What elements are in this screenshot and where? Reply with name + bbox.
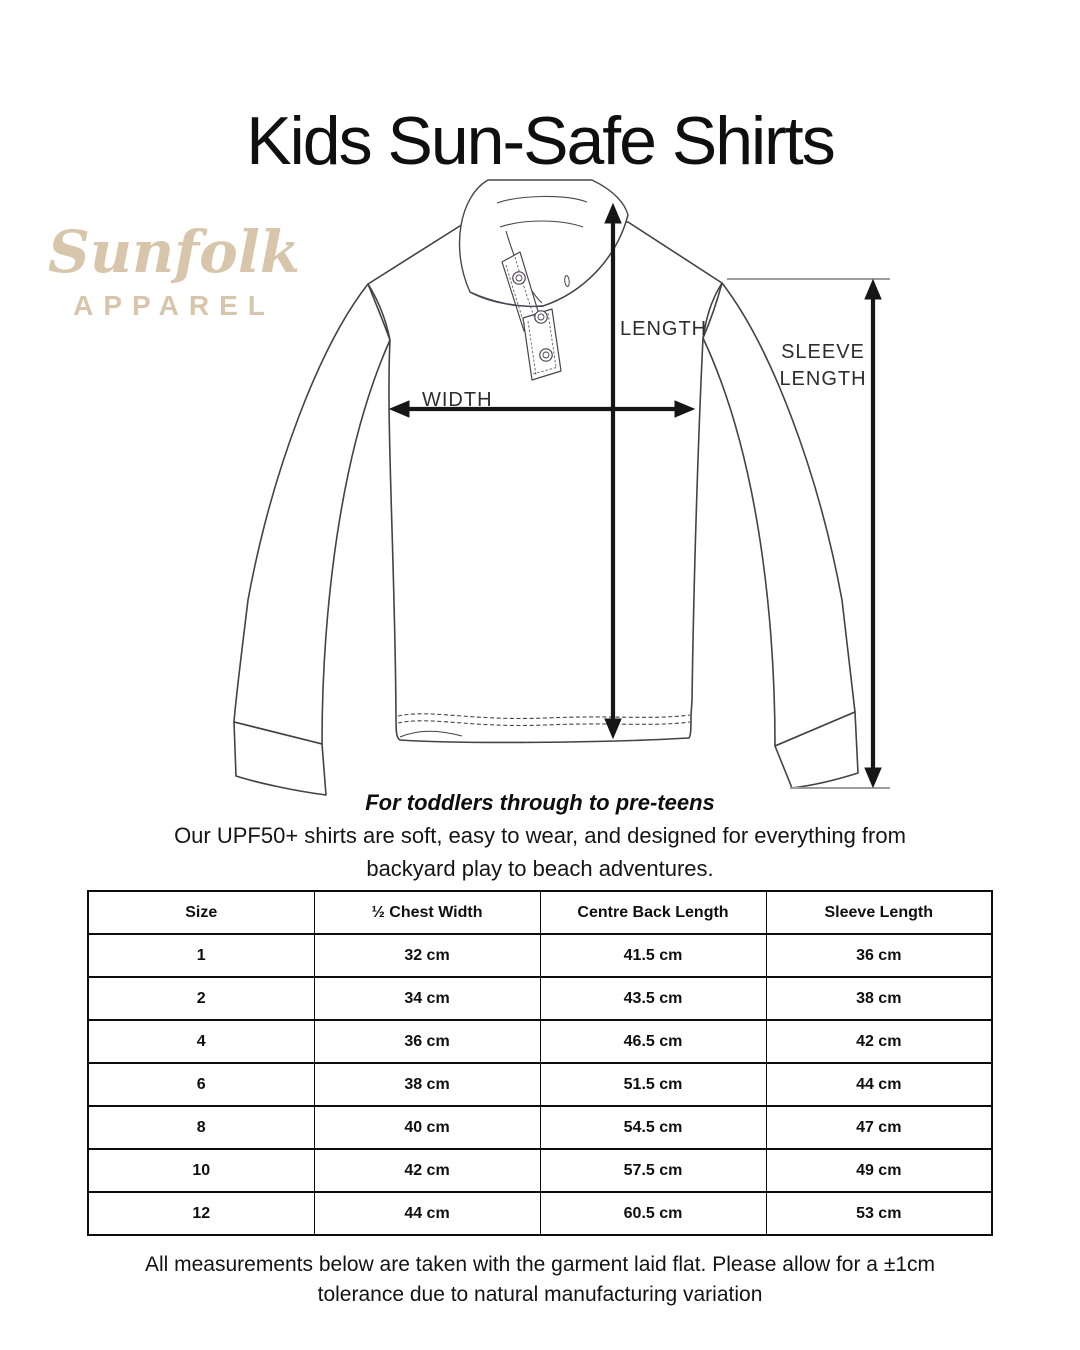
- brand-logo-caps: APPAREL: [73, 289, 275, 321]
- sleeve-length-label: [760, 339, 886, 393]
- table-row: [88, 934, 992, 977]
- table-row: [88, 977, 992, 1020]
- table-cell: 44 cm: [766, 1063, 992, 1106]
- length-label: LENGTH: [620, 318, 708, 340]
- table-cell: 36 cm: [766, 934, 992, 977]
- table-cell: 44 cm: [314, 1192, 540, 1235]
- table-cell: 38 cm: [314, 1063, 540, 1106]
- table-cell: 57.5 cm: [540, 1149, 766, 1192]
- table-cell: 60.5 cm: [540, 1192, 766, 1235]
- table-cell: 10: [88, 1149, 314, 1192]
- sleeve-length-label-line1: SLEEVE: [781, 341, 865, 363]
- table-cell: 46.5 cm: [540, 1020, 766, 1063]
- table-cell: 49 cm: [766, 1149, 992, 1192]
- table-cell: 41.5 cm: [540, 934, 766, 977]
- description-line1: Our UPF50+ shirts are soft, easy to wear, and designed for everything from: [174, 823, 906, 848]
- table-row: [88, 1149, 992, 1192]
- table-cell: 32 cm: [314, 934, 540, 977]
- description: [0, 819, 1080, 885]
- page-title: Kids Sun-Safe Shirts: [246, 102, 834, 179]
- description-line2: backyard play to beach adventures.: [366, 856, 714, 881]
- table-cell: 4: [88, 1020, 314, 1063]
- tagline: For toddlers through to pre-teens: [365, 790, 715, 815]
- table-cell: 1: [88, 934, 314, 977]
- table-cell: 53 cm: [766, 1192, 992, 1235]
- brand-logo-script: Sunfolk: [47, 218, 301, 286]
- table-header-cell: Sleeve Length: [766, 891, 992, 934]
- table-header-cell: Size: [88, 891, 314, 934]
- table-cell: 54.5 cm: [540, 1106, 766, 1149]
- table-cell: 51.5 cm: [540, 1063, 766, 1106]
- table-cell: 36 cm: [314, 1020, 540, 1063]
- table-row: [88, 1020, 992, 1063]
- disclaimer-line2: tolerance due to natural manufacturing variation: [317, 1283, 763, 1306]
- table-cell: 38 cm: [766, 977, 992, 1020]
- width-label: WIDTH: [422, 389, 493, 411]
- table-cell: 12: [88, 1192, 314, 1235]
- shirt-diagram: [30, 160, 900, 810]
- table-cell: 42 cm: [766, 1020, 992, 1063]
- table-cell: 8: [88, 1106, 314, 1149]
- disclaimer-line1: All measurements below are taken with the garment laid flat. Please allow for a ±1cm: [144, 1253, 936, 1276]
- table-cell: 43.5 cm: [540, 977, 766, 1020]
- table-row: [88, 1192, 992, 1235]
- table-cell: 47 cm: [766, 1106, 992, 1149]
- table-header-cell: Centre Back Length: [540, 891, 766, 934]
- table-cell: 40 cm: [314, 1106, 540, 1149]
- table-header-cell: ½ Chest Width: [314, 891, 540, 934]
- table-cell: 34 cm: [314, 977, 540, 1020]
- intro-text: [0, 790, 1080, 885]
- size-table: [87, 890, 993, 1236]
- sleeve-length-label-line2: LENGTH: [779, 368, 867, 390]
- measurement-disclaimer: [0, 1250, 1080, 1310]
- table-cell: 6: [88, 1063, 314, 1106]
- left-sleeve: [234, 284, 390, 744]
- shirt-drawing-svg: [30, 160, 900, 810]
- table-cell: 42 cm: [314, 1149, 540, 1192]
- table-row: [88, 1106, 992, 1149]
- table-cell: 2: [88, 977, 314, 1020]
- table-row: [88, 1063, 992, 1106]
- table-header-row: [88, 891, 992, 934]
